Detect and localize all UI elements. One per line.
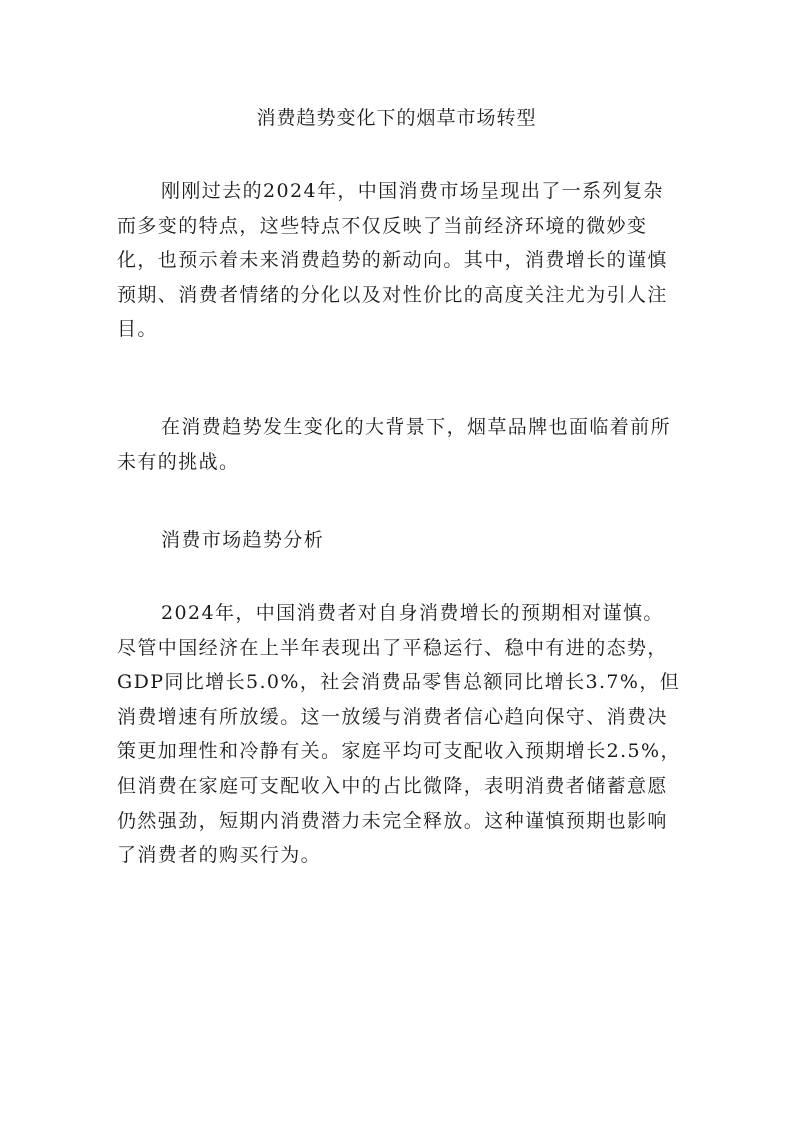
section-heading: 消费市场趋势分析 <box>161 529 325 551</box>
paragraph-intro: 刚刚过去的2024年，中国消费市场呈现出了一系列复杂而多变的特点，这些特点不仅反映了当前经济环境的微妙变化，也预示着未来消费趋势的新动向。其中，消费增长的谨慎预期、消费者情绪的分化以及对性价比的高度关注尤为引人注目。 <box>117 180 668 341</box>
paragraph-challenge: 在消费趋势发生变化的大背景下，烟草品牌也面临着前所未有的挑战。 <box>117 416 672 473</box>
document-title: 消费趋势变化下的烟草市场转型 <box>256 107 537 129</box>
paragraph-analysis: 2024年，中国消费者对自身消费增长的预期相对谨慎。尽管中国经济在上半年表现出了平稳运行、稳中有进的态势，GDP同比增长5.0%，社会消费品零售总额同比增长3.7%，但消费增速有所放缓。这一放缓与消费者信心趋向保守、消费决策更加理性和冷静有关。家庭平均可支配收入预期增长2.5%，但消费在家庭可支配收入中的占比微降，表明消费者储蓄意愿仍然强劲，短期内消费潜力未完全释放。这种谨慎预期也影响了消费者的购买行为。 <box>117 602 681 867</box>
